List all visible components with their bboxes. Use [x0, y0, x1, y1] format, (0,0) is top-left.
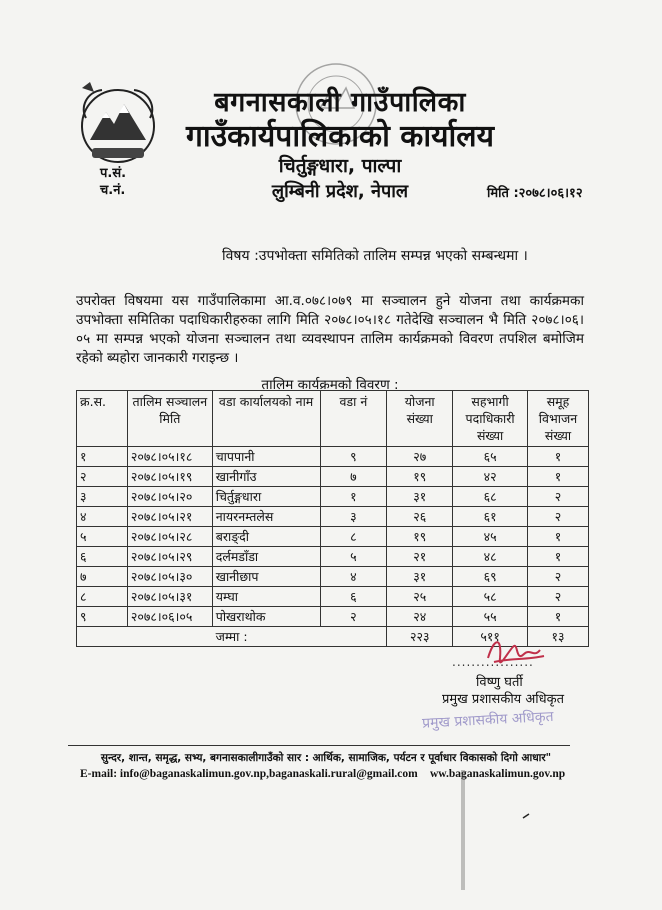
- cell-ward-office: यम्घा: [212, 587, 320, 607]
- footer-slogan: सुन्दर, शान्त, समृद्ध, सभ्य, बगनासकालीगाउँको सार : आर्थिक, सामाजिक, पर्यटन र पूर्वाधार विकासको दिगो आधार": [100, 752, 552, 764]
- col-training-date: तालिम सञ्चालन मिति: [127, 391, 212, 447]
- cell-group-count: १: [528, 467, 589, 487]
- total-groups: १३: [528, 627, 589, 647]
- cell-training-date: २०७८।०५।३०: [127, 567, 212, 587]
- cell-participant-count: ६१: [453, 507, 528, 527]
- cell-participant-count: ४५: [453, 527, 528, 547]
- table-caption: तालिम कार्यक्रमको विवरण :: [261, 377, 399, 393]
- cell-project-count: ३१: [387, 487, 453, 507]
- cell-serial: १: [77, 447, 128, 467]
- cell-ward-office: खानीगाँउ: [212, 467, 320, 487]
- cell-group-count: २: [528, 487, 589, 507]
- cell-training-date: २०७८।०५।२९: [127, 547, 212, 567]
- table-row: [77, 547, 589, 567]
- table-row: [77, 467, 589, 487]
- office-name: गाउँकार्यपालिकाको कार्यालय: [185, 119, 494, 154]
- cell-serial: ९: [77, 607, 128, 627]
- cell-group-count: १: [528, 547, 589, 567]
- cell-group-count: १: [528, 447, 589, 467]
- cell-participant-count: ५५: [453, 607, 528, 627]
- cell-ward-office: दर्लमडाँडा: [212, 547, 320, 567]
- cell-ward-office: नायरनम्तलेस: [212, 507, 320, 527]
- col-group-count: समूह विभाजन संख्या: [528, 391, 589, 447]
- cell-training-date: २०७८।०६।०५: [127, 607, 212, 627]
- designation-stamp: [418, 704, 568, 732]
- cell-group-count: २: [528, 507, 589, 527]
- cell-project-count: २७: [387, 447, 453, 467]
- cell-participant-count: ४८: [453, 547, 528, 567]
- total-participants: ५११: [453, 627, 528, 647]
- cell-serial: ८: [77, 587, 128, 607]
- total-label: जम्मा :: [77, 627, 387, 647]
- training-details-table: [76, 390, 589, 647]
- footer-email-secondary: baganaskali.rural@gmail.com: [269, 768, 418, 780]
- table-row: [77, 487, 589, 507]
- letter-date: मिति :२०७८।०६।१२: [487, 186, 583, 201]
- municipality-name: बगनासकाली गाउँपालिका: [214, 87, 466, 118]
- cell-training-date: २०७८।०५।२१: [127, 507, 212, 527]
- cell-ward-no: ६: [320, 587, 387, 607]
- footer-website: ww.baganaskalimun.gov.np: [430, 768, 566, 780]
- province-name: लुम्बिनी प्रदेश, नेपाल: [271, 181, 409, 202]
- cell-project-count: ३१: [387, 567, 453, 587]
- col-serial: क्र.स.: [77, 391, 128, 447]
- signature-line: .................: [452, 655, 534, 669]
- letter-subject: विषय :उपभोक्ता समितिको तालिम सम्पन्न भएको सम्बन्धमा ।: [222, 248, 528, 264]
- cell-participant-count: ६५: [453, 447, 528, 467]
- cell-participant-count: ६८: [453, 487, 528, 507]
- office-location: चिर्तुङ्गधारा, पाल्पा: [278, 155, 402, 177]
- signature-mark: [480, 628, 550, 678]
- cell-participant-count: ५८: [453, 587, 528, 607]
- cell-ward-no: ३: [320, 507, 387, 527]
- col-participant-count: सहभागी पदाधिकारी संख्या: [453, 391, 528, 447]
- signatory-name: विष्णु घर्ती: [476, 675, 523, 690]
- cell-serial: ३: [77, 487, 128, 507]
- cell-training-date: २०७८।०५।३१: [127, 587, 212, 607]
- paper-fold-mark: [461, 770, 465, 890]
- cell-ward-office: चिर्तुङ्गधारा: [212, 487, 320, 507]
- cell-participant-count: ४२: [453, 467, 528, 487]
- table-row: [77, 587, 589, 607]
- col-ward-no: वडा नं: [320, 391, 387, 447]
- cell-project-count: १९: [387, 527, 453, 547]
- col-ward-office: वडा कार्यालयको नाम: [212, 391, 320, 447]
- cell-project-count: १९: [387, 467, 453, 487]
- table-row: [77, 567, 589, 587]
- cell-serial: २: [77, 467, 128, 487]
- cell-training-date: २०७८।०५।२०: [127, 487, 212, 507]
- footer-email-primary: E-mail: info@baganaskalimun.gov.np,: [80, 768, 269, 780]
- dispatch-number-label: च.नं.: [100, 183, 126, 198]
- table-header-row: [77, 391, 589, 447]
- cell-ward-office: चापपानी: [212, 447, 320, 467]
- cell-ward-office: बराङ्दी: [212, 527, 320, 547]
- cell-ward-no: १: [320, 487, 387, 507]
- cell-project-count: २६: [387, 507, 453, 527]
- cell-project-count: २५: [387, 587, 453, 607]
- cell-ward-no: २: [320, 607, 387, 627]
- cell-group-count: १: [528, 527, 589, 547]
- ink-spot: [522, 812, 530, 820]
- cell-serial: ७: [77, 567, 128, 587]
- cell-serial: ६: [77, 547, 128, 567]
- cell-ward-office: पोखराथोक: [212, 607, 320, 627]
- table-row: [77, 607, 589, 627]
- cell-participant-count: ६९: [453, 567, 528, 587]
- reference-number-label: प.सं.: [100, 166, 127, 181]
- svg-text:प्रमुख प्रशासकीय अधिकृत: प्रमुख प्रशासकीय अधिकृत: [421, 708, 554, 732]
- cell-ward-no: ४: [320, 567, 387, 587]
- cell-group-count: १: [528, 607, 589, 627]
- cell-ward-no: ७: [320, 467, 387, 487]
- cell-training-date: २०७८।०५।१८: [127, 447, 212, 467]
- cell-ward-no: ८: [320, 527, 387, 547]
- table-row: [77, 527, 589, 547]
- total-projects: २२३: [387, 627, 453, 647]
- cell-training-date: २०७८।०५।२८: [127, 527, 212, 547]
- cell-training-date: २०७८।०५।१९: [127, 467, 212, 487]
- cell-project-count: २४: [387, 607, 453, 627]
- cell-serial: ५: [77, 527, 128, 547]
- cell-ward-no: ५: [320, 547, 387, 567]
- cell-ward-no: ९: [320, 447, 387, 467]
- table-row: [77, 507, 589, 527]
- signatory-title: प्रमुख प्रशासकीय अधिकृत: [442, 692, 565, 707]
- table-row: [77, 447, 589, 467]
- cell-group-count: २: [528, 587, 589, 607]
- cell-serial: ४: [77, 507, 128, 527]
- cell-ward-office: खानीछाप: [212, 567, 320, 587]
- cell-group-count: २: [528, 567, 589, 587]
- letter-body: उपरोक्त विषयमा यस गाउँपालिकामा आ.व.०७८।०७९ मा सञ्चालन हुने योजना तथा कार्यक्रमका उपभोक्ता समितिका पदाधिकारीहरुका लागि मिति २०७८।०५।१८ गतेदेखि सञ्चालन भै मिति २०७८।०६।०५ मा सम्पन्न भएको योजना सञ्चालन तथा व्यवस्थापन तालिम कार्यक्रमको विवरण तपशिल बमोजिम रहेको ब्यहोरा जानकारी गराइन्छ ।: [76, 293, 584, 366]
- footer-divider: [68, 745, 570, 746]
- col-project-count: योजना संख्या: [387, 391, 453, 447]
- cell-project-count: २१: [387, 547, 453, 567]
